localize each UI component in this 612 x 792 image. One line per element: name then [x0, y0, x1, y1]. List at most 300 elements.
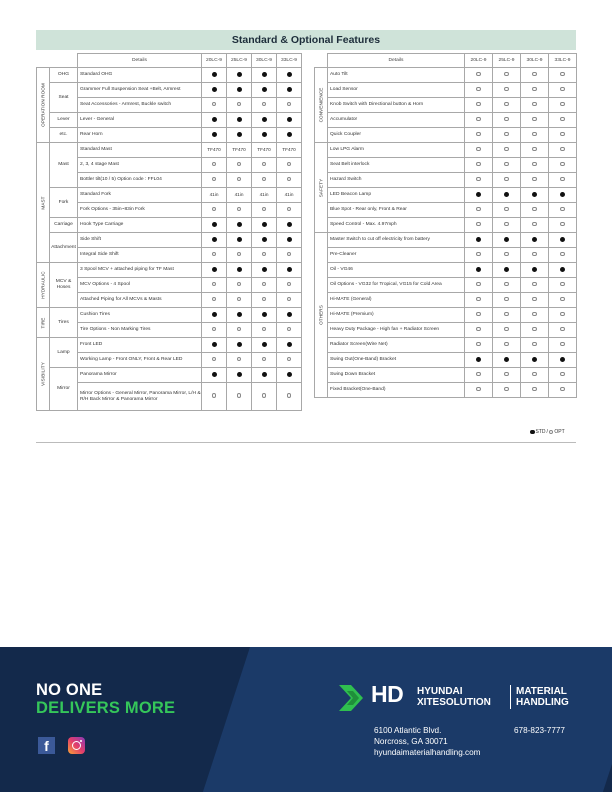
category-cell [37, 263, 50, 308]
standard-dot-icon [262, 222, 267, 227]
availability-cell [227, 308, 252, 323]
optional-circle-icon [532, 162, 537, 167]
table-row [315, 68, 577, 83]
logo-material: MATERIAL [516, 686, 567, 697]
standard-dot-icon [476, 237, 481, 242]
optional-circle-icon [504, 222, 509, 227]
table-row [315, 323, 577, 338]
availability-cell [202, 128, 227, 143]
optional-circle-icon [532, 207, 537, 212]
availability-cell [465, 233, 493, 248]
optional-circle-icon [560, 297, 565, 302]
availability-cell [202, 68, 227, 83]
availability-cell [549, 68, 577, 83]
feature-detail: Standard Fork [78, 188, 202, 203]
standard-dot-icon [476, 357, 481, 362]
optional-circle-icon [504, 312, 509, 317]
logo-handling: HANDLING [516, 697, 569, 708]
optional-circle-icon [212, 282, 217, 287]
standard-dot-icon [262, 267, 267, 272]
availability-cell [493, 68, 521, 83]
website-link[interactable]: hyundaimaterialhandling.com [374, 748, 481, 757]
category-label: MAST [40, 195, 46, 210]
availability-cell [493, 143, 521, 158]
legend-opt-label: OPT [554, 429, 565, 435]
optional-circle-icon [476, 162, 481, 167]
feature-detail: Standard Mast [78, 143, 202, 158]
availability-cell [202, 263, 227, 278]
availability-cell [549, 233, 577, 248]
availability-cell [277, 263, 302, 278]
optional-circle-icon [212, 102, 217, 107]
table-row [315, 338, 577, 353]
details-header: Details [78, 54, 202, 68]
phone-number[interactable]: 678-823-7777 [514, 726, 565, 735]
standard-dot-icon [287, 372, 292, 377]
table-row [315, 143, 577, 158]
optional-circle-icon [476, 252, 481, 257]
optional-circle-icon [560, 102, 565, 107]
optional-circle-icon [212, 357, 217, 362]
optional-circle-icon [476, 72, 481, 77]
subcategory-label: Seat [50, 83, 78, 113]
availability-cell [277, 218, 302, 233]
availability-cell [277, 353, 302, 368]
availability-cell [465, 248, 493, 263]
availability-cell [252, 128, 277, 143]
subcategory-label: MCV & Hoses [50, 263, 78, 308]
standard-dot-icon [237, 132, 242, 137]
feature-detail: Quick Coupler [328, 128, 465, 143]
feature-detail: Seat Belt interlock [328, 158, 465, 173]
optional-circle-icon [532, 282, 537, 287]
availability-cell [202, 293, 227, 308]
standard-dot-icon [504, 237, 509, 242]
optional-circle-icon [262, 102, 267, 107]
table-row [315, 98, 577, 113]
optional-circle-icon [262, 357, 267, 362]
standard-dot-icon [262, 132, 267, 137]
standard-dot-icon [532, 267, 537, 272]
divider [36, 442, 576, 443]
logo-xitesolution: XITESOLUTION [417, 697, 491, 708]
optional-circle-icon [476, 372, 481, 377]
feature-detail: Hi-MATE (Premium) [328, 308, 465, 323]
table-row [315, 233, 577, 248]
table-row [315, 188, 577, 203]
availability-cell [202, 353, 227, 368]
optional-circle-icon [532, 222, 537, 227]
optional-circle-icon [532, 147, 537, 152]
subcategory-label: Fork [50, 188, 78, 218]
feature-detail: Lever - General [78, 113, 202, 128]
availability-cell [227, 233, 252, 248]
availability-cell [277, 173, 302, 188]
availability-cell [277, 203, 302, 218]
standard-dot-icon [212, 372, 217, 377]
optional-circle-icon [476, 342, 481, 347]
feature-detail: 2, 3, 4 stage Mast [78, 158, 202, 173]
feature-detail: LED Beacon Lamp [328, 188, 465, 203]
availability-cell [277, 158, 302, 173]
optional-circle-icon [532, 117, 537, 122]
availability-cell [493, 278, 521, 293]
optional-circle-icon [237, 282, 242, 287]
availability-cell [202, 308, 227, 323]
feature-detail: Accumulator [328, 113, 465, 128]
standard-dot-icon [560, 267, 565, 272]
model-header: 25LC-9 [227, 54, 252, 68]
optional-circle-icon [476, 327, 481, 332]
standard-dot-icon [532, 192, 537, 197]
optional-circle-icon [287, 177, 292, 182]
availability-cell [252, 263, 277, 278]
availability-cell [252, 338, 277, 353]
availability-cell [252, 113, 277, 128]
availability-cell [252, 353, 277, 368]
optional-circle-icon [287, 357, 292, 362]
feature-detail: Working Lamp - Front ONLY, Front & Rear LED [78, 353, 202, 368]
optional-circle-icon [532, 297, 537, 302]
availability-cell [549, 83, 577, 98]
availability-cell [521, 278, 549, 293]
availability-cell [493, 158, 521, 173]
feature-detail: Mirror Options - General Mirror, Panorama Mirror, L/H & R/H Back Mirror & Panorama Mirror [78, 383, 202, 411]
availability-cell [465, 263, 493, 278]
optional-circle-icon [237, 102, 242, 107]
availability-cell [465, 368, 493, 383]
feature-detail: Knob Switch with Directional button & Horn [328, 98, 465, 113]
footer-accent-shape [203, 647, 612, 792]
availability-cell [493, 293, 521, 308]
optional-circle-icon [560, 207, 565, 212]
availability-cell [549, 203, 577, 218]
availability-cell [549, 338, 577, 353]
model-header: 30LC-9 [252, 54, 277, 68]
slogan-line-1: NO ONE [36, 681, 103, 699]
table-row [315, 263, 577, 278]
availability-cell [549, 98, 577, 113]
feature-detail: Heavy Duty Package - High fan + Radiator Screen [328, 323, 465, 338]
address-line-1: 6100 Atlantic Blvd. [374, 726, 442, 735]
availability-cell [252, 293, 277, 308]
feature-detail: Grammer Full Suspension Seat +Belt, Armrest [78, 83, 202, 98]
optional-circle-icon [237, 162, 242, 167]
category-cell [37, 143, 50, 263]
optional-circle-icon [560, 162, 565, 167]
availability-cell [277, 278, 302, 293]
optional-circle-icon [532, 72, 537, 77]
availability-cell [521, 98, 549, 113]
availability-cell [465, 98, 493, 113]
standard-dot-icon [212, 87, 217, 92]
optional-circle-icon [476, 297, 481, 302]
table-row [315, 353, 577, 368]
availability-cell [521, 173, 549, 188]
availability-cell: TF470 [277, 143, 302, 158]
availability-cell [202, 338, 227, 353]
optional-circle-icon [560, 222, 565, 227]
availability-cell [202, 323, 227, 338]
table-row [37, 68, 302, 83]
model-header: 20LC-9 [202, 54, 227, 68]
feature-detail: Seat Accessories - Armrest, Buckle switch [78, 98, 202, 113]
standard-dot-icon [287, 222, 292, 227]
optional-circle-icon [504, 162, 509, 167]
feature-detail: Rear Horn [78, 128, 202, 143]
availability-cell [227, 368, 252, 383]
optional-circle-icon [532, 252, 537, 257]
standard-dot-icon [212, 132, 217, 137]
model-header: 20LC-9 [465, 54, 493, 68]
standard-dot-icon [560, 192, 565, 197]
availability-cell [465, 353, 493, 368]
availability-cell [493, 188, 521, 203]
feature-detail: Blue Spot - Rear only, Front & Rear [328, 203, 465, 218]
availability-cell [549, 248, 577, 263]
standard-dot-icon [262, 87, 267, 92]
optional-circle-icon [476, 312, 481, 317]
legend [530, 429, 565, 435]
availability-cell [465, 143, 493, 158]
optional-circle-icon [287, 162, 292, 167]
table-row [37, 143, 302, 158]
optional-circle-icon [262, 393, 267, 398]
optional-circle-icon [560, 87, 565, 92]
standard-dot-icon [476, 267, 481, 272]
category-cell [315, 143, 328, 233]
optional-circle-icon [237, 177, 242, 182]
feature-detail: Bottler tilt(10 / 5) Option code : FFL04 [78, 173, 202, 188]
optional-circle-icon [560, 72, 565, 77]
category-cell [315, 68, 328, 143]
standard-dot-icon [212, 267, 217, 272]
logo-separator [510, 685, 511, 709]
facebook-icon[interactable] [38, 737, 55, 754]
table-row [315, 128, 577, 143]
optional-circle-icon [532, 177, 537, 182]
optional-circle-icon [212, 327, 217, 332]
category-label: SAFETY [318, 178, 324, 197]
table-row [315, 203, 577, 218]
standard-dot-icon [237, 312, 242, 317]
standard-dot-icon [262, 72, 267, 77]
category-label: CONVENIENCE [318, 87, 324, 123]
optional-circle-icon [560, 327, 565, 332]
address-line-2: Norcross, GA 30071 [374, 737, 448, 746]
availability-cell [521, 128, 549, 143]
availability-cell [252, 383, 277, 411]
availability-cell [493, 263, 521, 278]
feature-detail: Hi-MATE (General) [328, 293, 465, 308]
category-cell [37, 338, 50, 411]
availability-cell [202, 173, 227, 188]
availability-cell [465, 383, 493, 398]
availability-cell [202, 158, 227, 173]
page-title: Standard & Optional Features [36, 30, 576, 50]
feature-detail: MCV Options - 4 Spool [78, 278, 202, 293]
optional-circle-icon [504, 132, 509, 137]
table-header-row [315, 54, 577, 68]
table-row [315, 83, 577, 98]
subcategory-label: Mast [50, 143, 78, 188]
feature-detail: Front LED [78, 338, 202, 353]
feature-detail: Fixed Bracket(One-Band) [328, 383, 465, 398]
optional-circle-icon [504, 117, 509, 122]
standard-dot-icon [237, 72, 242, 77]
availability-cell [493, 338, 521, 353]
optional-circle-icon [532, 372, 537, 377]
category-cell [37, 68, 50, 143]
subcategory-label: Tires [50, 308, 78, 338]
optional-circle-icon [560, 312, 565, 317]
availability-cell [227, 98, 252, 113]
optional-circle-icon [504, 252, 509, 257]
category-label: OPERATION ROOM [40, 83, 46, 127]
availability-cell [521, 68, 549, 83]
instagram-icon[interactable] [68, 737, 85, 754]
availability-cell [227, 173, 252, 188]
legend-separator: / [546, 429, 548, 435]
availability-cell: TF470 [227, 143, 252, 158]
availability-cell [277, 338, 302, 353]
subcategory-label: Lamp [50, 338, 78, 368]
standard-dot-icon [504, 267, 509, 272]
feature-detail: Side Shift [78, 233, 202, 248]
feature-detail: 3 Spool MCV + attached piping for TF Mast [78, 263, 202, 278]
optional-circle-icon [237, 393, 242, 398]
standard-dot-icon [212, 312, 217, 317]
optional-circle-icon [237, 327, 242, 332]
availability-cell [277, 83, 302, 98]
optional-circle-icon [560, 372, 565, 377]
subcategory-label: Carriage [50, 218, 78, 233]
standard-dot-icon [237, 372, 242, 377]
optional-circle-icon [212, 297, 217, 302]
availability-cell [521, 218, 549, 233]
standard-dot-icon [237, 222, 242, 227]
optional-circle-icon [504, 207, 509, 212]
availability-cell [493, 233, 521, 248]
optional-circle-icon [287, 207, 292, 212]
availability-cell [227, 68, 252, 83]
optional-circle-icon [560, 282, 565, 287]
optional-circle-icon [476, 387, 481, 392]
optional-circle-icon [212, 207, 217, 212]
availability-cell [277, 233, 302, 248]
availability-cell [465, 68, 493, 83]
table-row [315, 368, 577, 383]
availability-cell [227, 278, 252, 293]
availability-cell [521, 338, 549, 353]
optional-circle-icon [560, 117, 565, 122]
left-features-table [36, 53, 302, 411]
availability-cell [465, 308, 493, 323]
category-label: TIRE [40, 317, 46, 328]
availability-cell [202, 248, 227, 263]
feature-detail: Speed Control - Max. 4.97mph [328, 218, 465, 233]
hd-logo-mark-icon [337, 683, 367, 713]
feature-detail: Hook Type Carriage [78, 218, 202, 233]
table-row [37, 368, 302, 383]
optional-circle-icon [504, 87, 509, 92]
availability-cell [202, 218, 227, 233]
optional-circle-icon [212, 162, 217, 167]
availability-cell [227, 293, 252, 308]
availability-cell [227, 323, 252, 338]
availability-cell [252, 233, 277, 248]
feature-detail: Low LPG Alarm [328, 143, 465, 158]
feature-detail: Oil - VG46 [328, 263, 465, 278]
availability-cell [227, 248, 252, 263]
standard-dot-icon [287, 267, 292, 272]
availability-cell [227, 353, 252, 368]
table-row [37, 338, 302, 353]
availability-cell [202, 83, 227, 98]
availability-cell [493, 98, 521, 113]
availability-cell [227, 158, 252, 173]
table-row [315, 113, 577, 128]
optional-circle-icon [212, 393, 217, 398]
optional-circle-icon [476, 147, 481, 152]
availability-cell [465, 83, 493, 98]
availability-cell [521, 83, 549, 98]
optional-circle-icon [532, 327, 537, 332]
availability-cell: 41in [252, 188, 277, 203]
availability-cell [549, 353, 577, 368]
availability-cell [521, 263, 549, 278]
availability-cell [493, 83, 521, 98]
footer [0, 647, 612, 792]
optional-circle-icon [262, 327, 267, 332]
availability-cell [202, 113, 227, 128]
logo-hyundai: HYUNDAI [417, 686, 463, 697]
feature-detail: Radiator Screen(Wire Net) [328, 338, 465, 353]
optional-circle-icon [237, 297, 242, 302]
optional-circle-icon [476, 102, 481, 107]
optional-circle-icon [504, 72, 509, 77]
availability-cell [227, 218, 252, 233]
standard-dot-icon [237, 117, 242, 122]
optional-circle-icon [237, 252, 242, 257]
standard-dot-icon [262, 312, 267, 317]
standard-dot-icon [212, 117, 217, 122]
optional-circle-icon [212, 177, 217, 182]
optional-circle-icon [532, 102, 537, 107]
optional-circle-icon [560, 342, 565, 347]
availability-cell [465, 128, 493, 143]
availability-cell [252, 158, 277, 173]
availability-cell [277, 383, 302, 411]
table-row [315, 248, 577, 263]
optional-circle-icon [212, 252, 217, 257]
availability-cell [549, 368, 577, 383]
standard-dot-icon [287, 237, 292, 242]
optional-circle-icon [287, 102, 292, 107]
availability-cell [549, 263, 577, 278]
availability-cell [521, 383, 549, 398]
feature-detail: Oil Options - VG32 for Tropical, VG15 for Cold Area [328, 278, 465, 293]
feature-detail: Integral Side Shift [78, 248, 202, 263]
standard-dot-icon [237, 342, 242, 347]
subcategory-label: Mirror [50, 368, 78, 411]
feature-detail: Attached Piping for All MCVs & Masts [78, 293, 202, 308]
optional-circle-icon [504, 387, 509, 392]
optional-circle-icon [476, 177, 481, 182]
availability-cell: TF470 [252, 143, 277, 158]
optional-circle-icon [237, 357, 242, 362]
standard-dot-icon [212, 222, 217, 227]
